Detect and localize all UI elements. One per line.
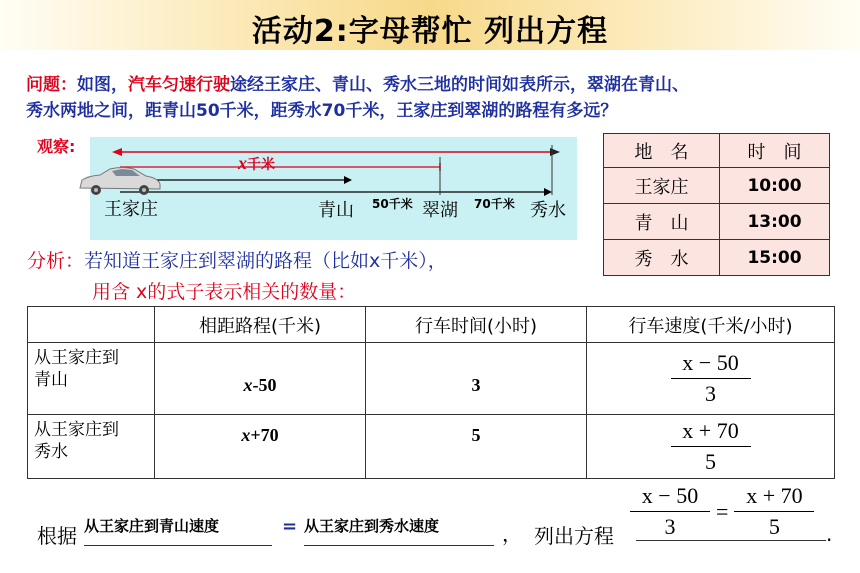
analysis-line-2: 用含 x的式子表示相关的数量： bbox=[92, 281, 357, 303]
place-qingshan: 青山 bbox=[318, 200, 354, 221]
derivation-speed bbox=[587, 415, 835, 479]
equation-left-fraction bbox=[630, 483, 710, 540]
problem-line-2: 秀水两地之间，距青山50千米，距秀水70千米，王家庄到翠湖的路程有多远？ bbox=[26, 101, 618, 121]
place-cuihu: 翠湖 bbox=[422, 200, 458, 221]
problem-text-1c: 途经王家庄、青山、秀水三地的时间如表所示，翠湖在青山、 bbox=[230, 75, 689, 95]
speed-numerator: x + 70 bbox=[682, 418, 739, 443]
x-distance-label: x千米 bbox=[238, 153, 275, 173]
time-table bbox=[603, 133, 830, 276]
equation-period: . bbox=[826, 522, 833, 546]
derivation-header-time: 行车时间(小时) bbox=[366, 307, 587, 343]
time-table-place: 青 山 bbox=[604, 204, 720, 240]
road-arrow bbox=[544, 188, 552, 196]
speed-denominator: 5 bbox=[705, 449, 716, 474]
time-table-header-place: 地 名 bbox=[604, 134, 720, 168]
analysis-text-1: 若知道王家庄到翠湖的路程（比如x千米）， bbox=[84, 250, 447, 272]
equation-sign: = bbox=[716, 498, 729, 524]
equation-left-denominator: 3 bbox=[664, 514, 676, 539]
conclusion-prefix: 根据 bbox=[37, 524, 77, 548]
time-table-place: 王家庄 bbox=[604, 168, 720, 204]
problem-text-1b: 汽车匀速行驶 bbox=[128, 75, 230, 95]
conclusion-blank-1: 从王家庄到青山速度 bbox=[84, 515, 272, 546]
derivation-distance: x+70 bbox=[155, 415, 366, 479]
analysis-line-1 bbox=[27, 246, 447, 273]
distance-50-label: 50千米 bbox=[372, 197, 413, 211]
place-xiushui: 秀水 bbox=[530, 200, 566, 221]
equation-right-fraction bbox=[734, 483, 814, 540]
route-diagram bbox=[90, 137, 577, 240]
page-title: 活动2:字母帮忙 列出方程 bbox=[251, 14, 609, 49]
time-table-header-time: 时 间 bbox=[720, 134, 830, 168]
distance-70-label: 70千米 bbox=[474, 197, 515, 211]
conclusion-mid: 列出方程 bbox=[534, 524, 614, 548]
equation-right-numerator: x + 70 bbox=[746, 483, 803, 508]
analysis-label: 分析： bbox=[27, 250, 85, 272]
equation-left-numerator: x − 50 bbox=[641, 483, 699, 508]
speed-numerator: x − 50 bbox=[682, 350, 739, 375]
time-table-place: 秀 水 bbox=[604, 240, 720, 276]
equation-right-denominator: 5 bbox=[768, 514, 780, 539]
derivation-header-speed: 行车速度(千米/小时) bbox=[587, 307, 835, 343]
derivation-header-distance: 相距路程(千米) bbox=[155, 307, 366, 343]
observe-label: 观察: bbox=[37, 137, 76, 156]
derivation-header-blank bbox=[28, 307, 155, 343]
x-arrow-left bbox=[112, 148, 122, 156]
car-icon bbox=[76, 166, 162, 196]
speed-fraction bbox=[671, 418, 751, 475]
place-wangjiazhuang: 王家庄 bbox=[104, 199, 158, 220]
derivation-speed bbox=[587, 343, 835, 415]
time-table-time: 10:00 bbox=[720, 168, 830, 204]
problem-label: 问题： bbox=[26, 75, 77, 95]
equation bbox=[630, 483, 814, 540]
conclusion-blank-2: 从王家庄到秀水速度 bbox=[304, 515, 494, 546]
derivation-time: 5 bbox=[366, 415, 587, 479]
speed-fraction bbox=[671, 350, 751, 407]
problem-line-1 bbox=[26, 70, 689, 95]
equation-underline bbox=[636, 540, 826, 541]
time-table-time: 13:00 bbox=[720, 204, 830, 240]
conclusion-comma: ， bbox=[502, 522, 522, 546]
derivation-table bbox=[27, 306, 835, 479]
route-diagram-lines bbox=[90, 137, 577, 240]
time-table-time: 15:00 bbox=[720, 240, 830, 276]
conclusion-equals: = bbox=[282, 516, 298, 537]
derivation-time: 3 bbox=[366, 343, 587, 415]
qingshan-arrow bbox=[344, 176, 352, 184]
problem-text-1a: 如图， bbox=[77, 75, 128, 95]
speed-denominator: 3 bbox=[705, 381, 716, 406]
derivation-route: 从王家庄到 青山 bbox=[28, 343, 155, 415]
derivation-distance: x-50 bbox=[155, 343, 366, 415]
derivation-route: 从王家庄到 秀水 bbox=[28, 415, 155, 479]
